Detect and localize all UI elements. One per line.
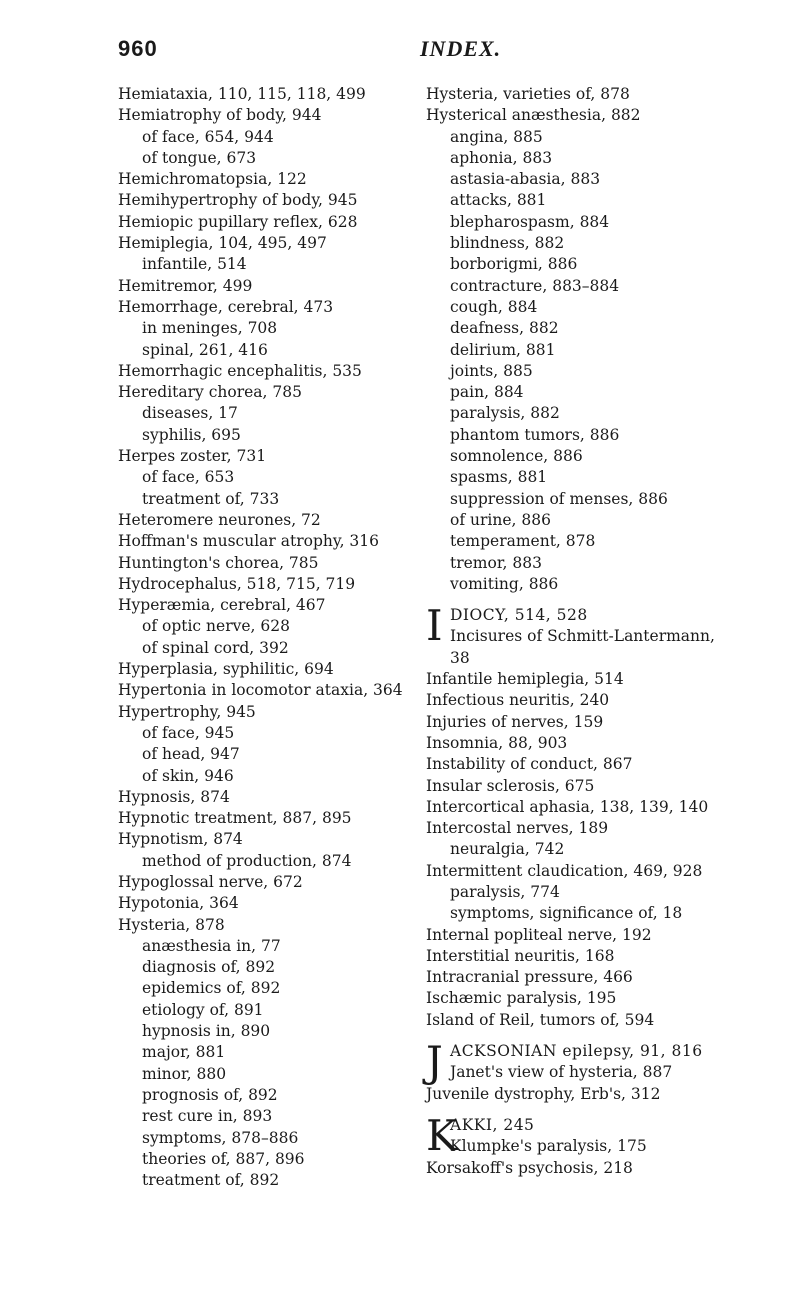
index-subentry: treatment of, 892: [142, 1171, 280, 1190]
index-entry: Hysterical anæsthesia, 882: [426, 106, 641, 125]
index-entry: Hysteria, 878: [118, 915, 225, 934]
index-entry: Intermittent claudication, 469, 928: [426, 861, 703, 880]
index-section-j: [426, 1037, 776, 1105]
index-group-hysteria: [426, 84, 776, 595]
drop-cap-initial: K: [426, 1110, 458, 1160]
index-entry: Intercortical aphasia, 138, 139, 140: [426, 797, 709, 816]
index-entry: Hemichromatopsia, 122: [118, 170, 307, 189]
index-subentry: neuralgia, 742: [450, 840, 565, 859]
index-subentry: theories of, 887, 896: [142, 1149, 305, 1168]
index-entry: Incisures of Schmitt-Lantermann,: [450, 627, 715, 646]
index-entry: Hyperplasia, syphilitic, 694: [118, 660, 334, 679]
index-subentry: prognosis of, 892: [142, 1085, 278, 1104]
index-subentry: infantile, 514: [142, 255, 247, 274]
index-entry: Intracranial pressure, 466: [426, 968, 633, 987]
index-subentry: temperament, 878: [450, 532, 596, 551]
index-entry: Klumpke's paralysis, 175: [450, 1137, 647, 1156]
index-entry: Hypoglossal nerve, 672: [118, 872, 303, 891]
index-subentry: hypnosis in, 890: [142, 1022, 271, 1041]
index-subentry: symptoms, significance of, 18: [450, 904, 683, 923]
index-entry: Hypertonia in locomotor ataxia, 364: [118, 681, 403, 700]
index-section-i: [426, 601, 776, 1031]
index-subentry: method of production, 874: [142, 851, 352, 870]
index-entry: Huntington's chorea, 785: [118, 553, 319, 572]
index-column-left: [118, 84, 418, 1191]
index-entry: Hypnotic treatment, 887, 895: [118, 809, 352, 828]
index-subentry: blindness, 882: [450, 234, 565, 253]
index-entry: Hypnotism, 874: [118, 830, 243, 849]
index-subentry: vomiting, 886: [450, 574, 559, 593]
index-entries: [426, 1084, 776, 1105]
index-subentry: etiology of, 891: [142, 1000, 264, 1019]
index-subentry: spinal, 261, 416: [142, 340, 268, 359]
index-entry: Insomnia, 88, 903: [426, 733, 568, 752]
index-entry: Hypotonia, 364: [118, 894, 239, 913]
index-entry: Hypertrophy, 945: [118, 702, 256, 721]
index-subentry: delirium, 881: [450, 340, 556, 359]
index-entries: [426, 1158, 776, 1179]
index-entry: Hemitremor, 499: [118, 276, 253, 295]
index-entry: ACKSONIAN epilepsy, 91, 816: [450, 1042, 703, 1061]
page-header: [0, 36, 800, 66]
index-entry: Hypnosis, 874: [118, 787, 230, 806]
index-subentry: anæsthesia in, 77: [142, 936, 281, 955]
index-entry: Infectious neuritis, 240: [426, 691, 610, 710]
index-entry: Injuries of nerves, 159: [426, 712, 604, 731]
index-entry: Juvenile dystrophy, Erb's, 312: [426, 1084, 661, 1103]
index-entry: Hemihypertrophy of body, 945: [118, 191, 358, 210]
index-subentry: symptoms, 878–886: [142, 1128, 299, 1147]
drop-cap-initial: I: [426, 601, 443, 651]
index-subentry: major, 881: [142, 1043, 226, 1062]
index-section-k: [426, 1110, 776, 1179]
index-entry: Korsakoff's psychosis, 218: [426, 1158, 633, 1177]
index-entry: Instability of conduct, 867: [426, 755, 633, 774]
index-entry: Janet's view of hysteria, 887: [450, 1063, 673, 1082]
index-entry: Hoffman's muscular atrophy, 316: [118, 532, 380, 551]
index-subentry: in meninges, 708: [142, 319, 278, 338]
index-entry-continuation: 38: [450, 648, 470, 667]
index-subentry: of face, 945: [142, 723, 235, 742]
index-subentry: suppression of menses, 886: [450, 489, 668, 508]
index-subentry: paralysis, 882: [450, 404, 560, 423]
index-subentry: of face, 654, 944: [142, 127, 274, 146]
index-entry: Hyperæmia, cerebral, 467: [118, 596, 326, 615]
index-subentry: diseases, 17: [142, 404, 238, 423]
index-entry: Intercostal nerves, 189: [426, 819, 609, 838]
index-subentry: of face, 653: [142, 468, 235, 487]
index-subentry: attacks, 881: [450, 191, 547, 210]
index-entry: Insular sclerosis, 675: [426, 776, 595, 795]
running-head: INDEX.: [420, 36, 502, 61]
index-subentry: somnolence, 886: [450, 447, 583, 466]
index-entry: Hemiatrophy of body, 944: [118, 106, 322, 125]
index-subentry: tremor, 883: [450, 553, 542, 572]
index-entry: Hemiataxia, 110, 115, 118, 499: [118, 85, 366, 103]
index-subentry: joints, 885: [450, 361, 533, 380]
index-entry: Hereditary chorea, 785: [118, 383, 302, 402]
index-subentry: treatment of, 733: [142, 489, 280, 508]
index-entry: DIOCY, 514, 528: [450, 606, 588, 625]
index-entry: Interstitial neuritis, 168: [426, 946, 615, 965]
index-entry: Hemorrhagic encephalitis, 535: [118, 361, 362, 380]
index-subentry: syphilis, 695: [142, 425, 241, 444]
index-entry: Hemorrhage, cerebral, 473: [118, 297, 334, 316]
index-subentry: of head, 947: [142, 745, 240, 764]
drop-cap-initial: J: [426, 1037, 443, 1087]
index-subentry: rest cure in, 893: [142, 1107, 273, 1126]
index-subentry: borborigmi, 886: [450, 255, 578, 274]
index-subentry: contracture, 883–884: [450, 276, 620, 295]
index-subentry: cough, 884: [450, 297, 538, 316]
index-entry: Hydrocephalus, 518, 715, 719: [118, 574, 356, 593]
page-number: 960: [118, 36, 158, 61]
index-subentry: of urine, 886: [450, 510, 551, 529]
index-subentry: of optic nerve, 628: [142, 617, 290, 636]
index-subentry: minor, 880: [142, 1064, 227, 1083]
index-entry: AKKI, 245: [450, 1115, 535, 1134]
index-subentry: aphonia, 883: [450, 148, 553, 167]
index-subentry: pain, 884: [450, 383, 524, 402]
index-entry: Internal popliteal nerve, 192: [426, 925, 652, 944]
index-entry: Herpes zoster, 731: [118, 447, 267, 466]
index-column-right: [426, 84, 776, 1179]
index-subentry: of spinal cord, 392: [142, 638, 289, 657]
index-subentry: of tongue, 673: [142, 148, 257, 167]
index-subentry: phantom tumors, 886: [450, 425, 620, 444]
index-entry: Hysteria, varieties of, 878: [426, 85, 630, 103]
index-entry: Island of Reil, tumors of, 594: [426, 1010, 655, 1029]
index-subentry: of skin, 946: [142, 766, 234, 785]
index-subentry: epidemics of, 892: [142, 979, 281, 998]
index-entry: Infantile hemiplegia, 514: [426, 670, 624, 689]
index-entry: Ischæmic paralysis, 195: [426, 989, 617, 1008]
index-entry: Hemiopic pupillary reflex, 628: [118, 212, 358, 231]
index-subentry: diagnosis of, 892: [142, 958, 276, 977]
index-subentry: paralysis, 774: [450, 882, 560, 901]
index-subentry: deafness, 882: [450, 319, 559, 338]
index-subentry: blepharospasm, 884: [450, 212, 610, 231]
index-subentry: angina, 885: [450, 127, 543, 146]
index-entries: [426, 669, 776, 1031]
index-entry: Hemiplegia, 104, 495, 497: [118, 234, 327, 253]
index-subentry: spasms, 881: [450, 468, 548, 487]
index-subentry: astasia-abasia, 883: [450, 170, 601, 189]
index-entry: Heteromere neurones, 72: [118, 510, 321, 529]
